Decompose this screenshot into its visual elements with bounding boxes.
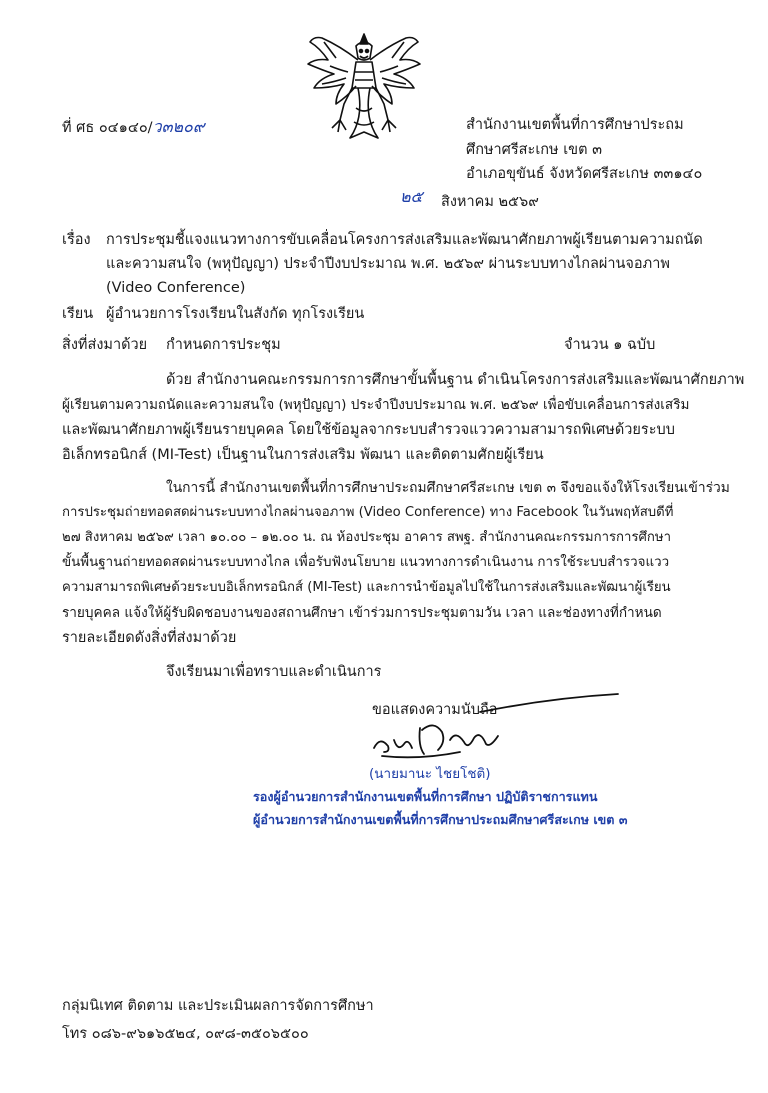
- recipient-label: เรียน: [62, 306, 94, 322]
- para1-line-4: อิเล็กทรอนิกส์ (MI-Test) เป็นฐานในการส่งเสริม พัฒนา และติดตามศักยผู้เรียน: [62, 447, 544, 463]
- signatory-title-line-1: รองผู้อำนวยการสำนักงานเขตพื้นที่การศึกษา ปฏิบัติราชการแทน: [253, 789, 598, 804]
- para2-line-7: รายละเอียดดังสิ่งที่ส่งมาด้วย: [62, 630, 237, 646]
- office-line-3: อำเภอขุขันธ์ จังหวัดศรีสะเกษ ๓๓๑๔๐: [466, 166, 703, 182]
- subject-line-3: (Video Conference): [106, 280, 246, 296]
- para2-line-2: การประชุมถ่ายทอดสดผ่านระบบทางไกลผ่านจอภาพ (Video Conference) ทาง Facebook ในวันพฤหัสบดีที่: [62, 505, 674, 520]
- enclosure-label: สิ่งที่ส่งมาด้วย: [62, 337, 148, 353]
- footer-phone: โทร ๐๘๖-๙๖๑๖๕๒๔, ๐๙๘-๓๕๐๖๕๐๐: [62, 1026, 309, 1042]
- reference-number: [62, 117, 205, 138]
- reference-prefix: ที่ ศธ ๐๔๑๔๐/: [62, 120, 153, 136]
- subject-line-2: และความสนใจ (พหุปัญญา) ประจำปีงบประมาณ พ.ศ. ๒๕๖๙ ผ่านระบบทางไกลผ่านจอภาพ: [106, 256, 670, 272]
- para1-line-1: ด้วย สำนักงานคณะกรรมการการศึกษาขั้นพื้นฐาน ดำเนินโครงการส่งเสริมและพัฒนาศักยภาพ: [166, 372, 745, 388]
- office-line-2: ศึกษาศรีสะเกษ เขต ๓: [466, 142, 603, 158]
- para2-line-1: ในการนี้ สำนักงานเขตพื้นที่การศึกษาประถมศึกษาศรีสะเกษ เขต ๓ จึงขอแจ้งให้โรงเรียนเข้าร่วม: [166, 480, 730, 496]
- date-day-handwritten: ๒๕: [400, 187, 423, 206]
- signatory-title-line-2: ผู้อำนวยการสำนักงานเขตพื้นที่การศึกษาประถมศึกษาศรีสะเกษ เขต ๓: [253, 812, 628, 827]
- date-month-year: สิงหาคม ๒๕๖๙: [441, 194, 539, 210]
- reference-number-handwritten: ว๓๒๐๙: [152, 117, 205, 136]
- para2-line-3: ๒๗ สิงหาคม ๒๕๖๙ เวลา ๑๐.๐๐ – ๑๒.๐๐ น. ณ ห้องประชุม อาคาร สพฐ. สำนักงานคณะกรรมการการศึกษา: [62, 530, 671, 545]
- garuda-emblem-icon: [300, 28, 428, 146]
- footer-department: กลุ่มนิเทศ ติดตาม และประเมินผลการจัดการศึกษา: [62, 998, 374, 1014]
- enclosure-count: จำนวน ๑ ฉบับ: [564, 337, 656, 353]
- subject-label: เรื่อง: [62, 232, 91, 248]
- para2-line-6: รายบุคคล แจ้งให้ผู้รับผิดชอบงานของสถานศึกษา เข้าร่วมการประชุมตามวัน เวลา และช่องทางที่กำหนด: [62, 605, 662, 621]
- para1-line-3: และพัฒนาศักยภาพผู้เรียนรายบุคคล โดยใช้ข้อมูลจากระบบสำรวจแววความสามารถพิเศษด้วยระบบ: [62, 422, 675, 438]
- recipient-text: ผู้อำนวยการโรงเรียนในสังกัด ทุกโรงเรียน: [106, 306, 365, 322]
- para1-line-2: ผู้เรียนตามความถนัดและความสนใจ (พหุปัญญา) ประจำปีงบประมาณ พ.ศ. ๒๕๖๙ เพื่อขับเคลื่อนการส่งเสริม: [62, 397, 690, 413]
- enclosure-text: กำหนดการประชุม: [166, 337, 281, 353]
- office-line-1: สำนักงานเขตพื้นที่การศึกษาประถม: [466, 117, 684, 133]
- para2-line-4: ขั้นพื้นฐานถ่ายทอดสดผ่านระบบทางไกล เพื่อรับฟังนโยบาย แนวทางการดำเนินงาน การใช้ระบบสำรวจแวว: [62, 555, 670, 570]
- closing-text: จึงเรียนมาเพื่อทราบและดำเนินการ: [166, 664, 382, 680]
- subject-line-1: การประชุมชี้แจงแนวทางการขับเคลื่อนโครงการส่งเสริมและพัฒนาศักยภาพผู้เรียนตามความถนัด: [106, 232, 703, 248]
- signatory-name: (นายมานะ ไชยโชติ): [369, 766, 491, 782]
- para2-line-5: ความสามารถพิเศษด้วยระบบอิเล็กทรอนิกส์ (MI-Test) และการนำข้อมูลไปใช้ในการส่งเสริมและพัฒนาผู้เรียน: [62, 580, 671, 595]
- regards-text: ขอแสดงความนับถือ: [372, 702, 498, 718]
- handwritten-signature: [360, 690, 630, 770]
